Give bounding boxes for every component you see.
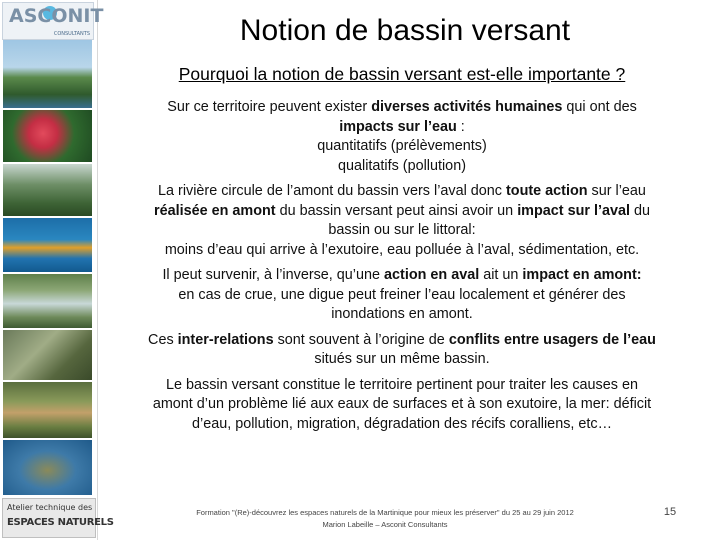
bold-text: toute action (506, 183, 588, 199)
text-run: du bassin versant peut ainsi avoir un (275, 202, 518, 219)
photo-red-flower (3, 110, 92, 162)
photo-coral-fish (3, 218, 92, 272)
text-line: bassin ou sur le littoral: (328, 222, 476, 238)
text-run: : (456, 118, 465, 135)
text-line: qualitatifs (pollution) (338, 157, 466, 174)
text-run: Ces (148, 331, 178, 348)
paragraph-upstream-downstream (104, 182, 700, 260)
sidebar-photo-strip (0, 0, 114, 540)
atelier-logo (2, 498, 114, 538)
logo-subtitle: CONSULTANTS (53, 31, 90, 37)
photo-boardwalk (3, 382, 92, 438)
text-line: d’eau, pollution, migration, dégradation des récifs coralliens, etc… (192, 415, 612, 432)
bold-text: impact en amont: (522, 267, 642, 283)
bold-text: réalisée en amont (154, 202, 276, 219)
atelier-line-1: Atelier technique des (7, 503, 93, 512)
photo-iguana (3, 330, 92, 380)
text-line: amont d’un problème lié aux eaux de surfaces et à son exutoire, la mer: déficit (152, 396, 652, 412)
slide-subtitle: Pourquoi la notion de bassin versant est-elle importante ? (178, 64, 626, 84)
text-line (104, 202, 700, 222)
bold-text: inter-relations (177, 331, 274, 348)
text-line: situés sur un même bassin. (314, 351, 490, 367)
text-line: en cas de crue, une digue peut freiner l’eau localement et générer des (178, 286, 626, 303)
footer-line-2: Marion Labeille – Asconit Consultants (322, 520, 448, 529)
text-run: qui ont des (562, 99, 637, 115)
photo-coastline (3, 40, 92, 108)
text-line (104, 98, 700, 118)
text-line (104, 331, 700, 351)
text-run: Sur ce territoire peuvent exister (167, 99, 372, 115)
text-run: du (629, 202, 650, 219)
photo-forest (3, 164, 92, 216)
text-line: moins d’eau qui arrive à l’exutoire, eau polluée à l’aval, sédimentation, etc. (164, 241, 640, 258)
text-run: sont souvent à l’origine de (273, 331, 449, 348)
slide-body (104, 98, 700, 440)
bold-text: impacts sur l’eau (339, 118, 457, 135)
atelier-line-2: ESPACES NATURELS (7, 517, 114, 528)
text-line: inondations en amont. (331, 306, 473, 322)
text-line (104, 182, 700, 202)
page-number: 15 (663, 506, 677, 518)
bold-text: action en aval (384, 267, 480, 283)
bold-text: impact sur l’aval (517, 202, 630, 219)
bold-text: conflits entre usagers de l’eau (448, 331, 656, 348)
slide-footer (150, 507, 620, 531)
photo-river (3, 274, 92, 328)
paragraph-conflicts (104, 331, 700, 370)
text-run: ait un (479, 267, 523, 283)
asconit-logo (2, 2, 104, 40)
text-line: quantitatifs (prélèvements) (317, 138, 487, 154)
text-run: La rivière circule de l’amont du bassin vers l’aval donc (158, 183, 506, 199)
bold-text: diverses activités humaines (371, 99, 563, 115)
text-line (104, 266, 700, 286)
paragraph-conclusion (104, 376, 700, 435)
text-line (104, 118, 700, 138)
text-run: sur l’eau (587, 183, 646, 199)
slide-title: Notion de bassin versant (239, 14, 571, 47)
text-line: Le bassin versant constitue le territoire pertinent pour traiter les causes en (166, 376, 638, 393)
paragraph-human-activities (104, 98, 700, 176)
text-run: Il peut survenir, à l’inverse, qu’une (162, 267, 385, 283)
photo-sea-turtle (3, 440, 92, 495)
paragraph-downstream-upstream (104, 266, 700, 325)
footer-line-1: Formation "(Re)-découvrez les espaces naturels de la Martinique pour mieux les préserver" du 25 au 29 juin 2012 (196, 508, 574, 517)
logo-text: ASCONIT (9, 5, 104, 27)
